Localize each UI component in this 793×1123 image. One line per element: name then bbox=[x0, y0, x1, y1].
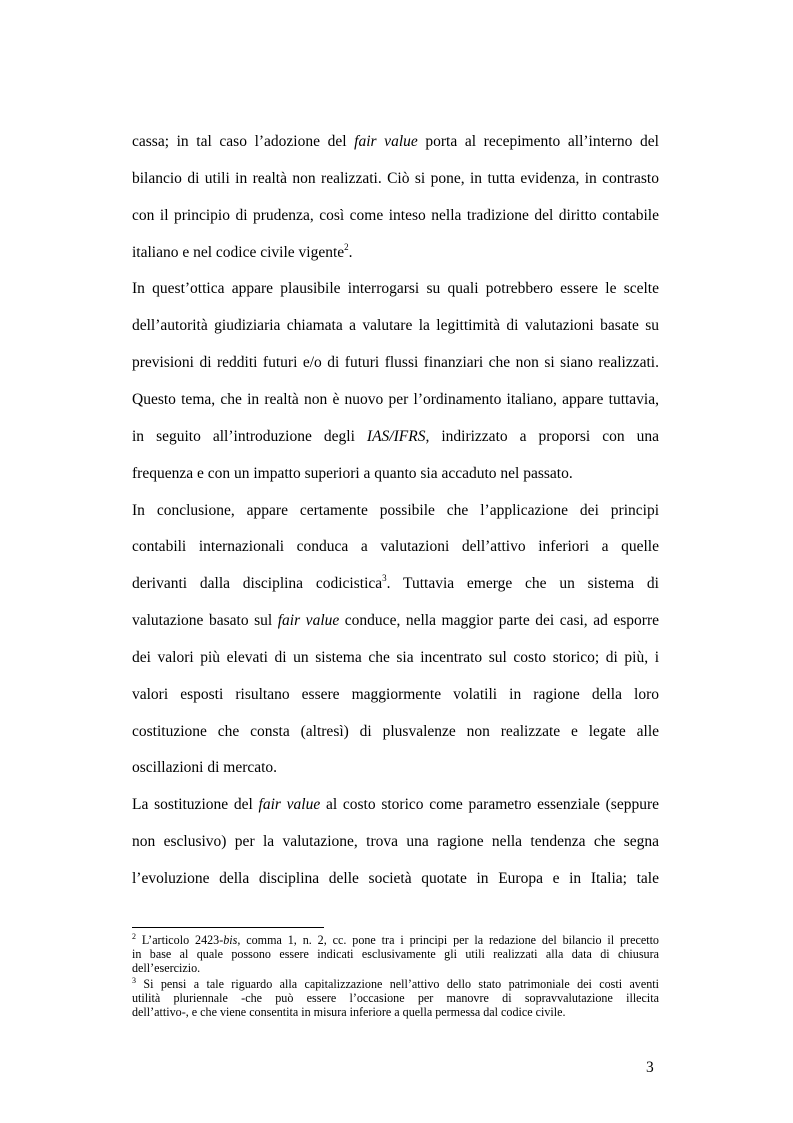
footnote-separator bbox=[132, 927, 324, 928]
text-run: cassa; in tal caso l’adozione del bbox=[132, 133, 355, 150]
text-run: L’articolo 2423- bbox=[136, 933, 224, 947]
italic-term: fair value bbox=[258, 796, 321, 813]
footnote-line bbox=[132, 961, 659, 975]
footnote-marker: 2 bbox=[132, 931, 136, 941]
text-run: conduce, nella maggior parte dei casi, ad esporre bbox=[339, 612, 660, 629]
body-line bbox=[132, 869, 659, 889]
text-run: La sostituzione del bbox=[132, 796, 259, 813]
text-run: costituzione che consta (altresì) di plusvalenze non realizzate e legate alle bbox=[132, 723, 659, 740]
text-run: previsioni di redditi futuri e/o di futuri flussi finanziari che non si siano realizzati. bbox=[132, 354, 659, 371]
footnote-line bbox=[132, 947, 659, 961]
text-run: dell’autorità giudiziaria chiamata a valutare la legittimità di valutazioni basate su bbox=[132, 317, 659, 334]
body-line bbox=[132, 611, 659, 631]
text-run: , comma 1, n. 2, cc. pone tra i principi per la redazione del bilancio il precetto bbox=[237, 933, 659, 947]
page-number: 3 bbox=[646, 1059, 654, 1076]
text-run: porta al recepimento all’interno del bbox=[417, 133, 659, 150]
footnote-line bbox=[132, 933, 659, 947]
text-run: non esclusivo) per la valutazione, trova una ragione nella tendenza che segna bbox=[132, 833, 659, 850]
text-run: frequenza e con un impatto superiori a quanto sia accaduto nel passato. bbox=[132, 465, 573, 482]
text-run: oscillazioni di mercato. bbox=[132, 759, 278, 776]
text-run: In quest’ottica appare plausibile interrogarsi su quali potrebbero essere le scelte bbox=[132, 280, 659, 297]
text-run: in base al quale possono essere indicati esclusivamente gli utili realizzati alla data di chiusura bbox=[132, 947, 659, 961]
footnote-line bbox=[132, 991, 659, 1005]
text-run: in seguito all’introduzione degli bbox=[132, 428, 367, 445]
text-run: dell’attivo-, e che viene consentita in misura inferiore a quella permessa dal codice civile. bbox=[132, 1005, 566, 1019]
text-run: derivanti dalla disciplina codicistica bbox=[132, 575, 383, 592]
body-line bbox=[132, 132, 659, 152]
body-line bbox=[132, 353, 659, 373]
text-run: valutazione basato sul bbox=[132, 612, 278, 629]
text-run: bilancio di utili in realtà non realizzati. Ciò si pone, in tutta evidenza, in contrasto bbox=[132, 170, 659, 187]
text-run: contabili internazionali conduca a valutazioni dell’attivo inferiori a quelle bbox=[132, 538, 659, 555]
text-run: valori esposti risultano essere maggiormente volatili in ragione della loro bbox=[132, 686, 659, 703]
body-line bbox=[132, 206, 659, 226]
body-line bbox=[132, 501, 659, 521]
text-run: l’evoluzione della disciplina delle società quotate in Europa e in Italia; tale bbox=[132, 870, 659, 887]
footnote-marker: 3 bbox=[132, 975, 136, 985]
text-run: dell’esercizio. bbox=[132, 961, 201, 975]
text-run: Questo tema, che in realtà non è nuovo per l’ordinamento italiano, appare tuttavia, bbox=[132, 391, 659, 408]
italic-term: fair value bbox=[277, 612, 340, 629]
body-line bbox=[132, 574, 659, 594]
footnote-marker: 3 bbox=[382, 572, 387, 583]
body-line bbox=[132, 648, 659, 668]
text-run: al costo storico come parametro essenziale (seppure bbox=[320, 796, 660, 813]
text-run: In conclusione, appare certamente possibile che l’applicazione dei principi bbox=[132, 502, 659, 519]
body-line bbox=[132, 279, 659, 299]
text-run: dei valori più elevati di un sistema che sia incentrato sul costo storico; di più, i bbox=[132, 649, 659, 666]
body-line bbox=[132, 390, 659, 410]
italic-term: bis bbox=[223, 933, 238, 947]
body-line bbox=[132, 722, 659, 742]
text-run: italiano e nel codice civile vigente bbox=[132, 244, 345, 261]
text-run: . Tuttavia emerge che un sistema di bbox=[386, 575, 659, 592]
body-line bbox=[132, 169, 659, 189]
italic-term: IAS/IFRS, bbox=[366, 428, 430, 445]
footnote-line bbox=[132, 977, 659, 991]
body-line bbox=[132, 537, 659, 557]
text-run: utilità pluriennale -che può essere l’occasione per manovre di sopravvalutazione illecita bbox=[132, 991, 659, 1005]
text-run: . bbox=[348, 244, 353, 261]
body-line bbox=[132, 685, 659, 705]
body-line bbox=[132, 316, 659, 336]
text-run: Si pensi a tale riguardo alla capitalizzazione nell’attivo dello stato patrimoniale dei costi aventi bbox=[136, 977, 659, 991]
body-line bbox=[132, 832, 659, 852]
body-line bbox=[132, 427, 659, 447]
text-run: con il principio di prudenza, così come inteso nella tradizione del diritto contabile bbox=[132, 207, 659, 224]
footnote-line bbox=[132, 1005, 659, 1019]
body-line bbox=[132, 243, 659, 263]
footnote-marker: 2 bbox=[344, 241, 349, 252]
body-line bbox=[132, 795, 659, 815]
text-run: indirizzato a proporsi con una bbox=[429, 428, 660, 445]
italic-term: fair value bbox=[354, 133, 418, 150]
body-line bbox=[132, 464, 659, 484]
body-line bbox=[132, 758, 659, 778]
